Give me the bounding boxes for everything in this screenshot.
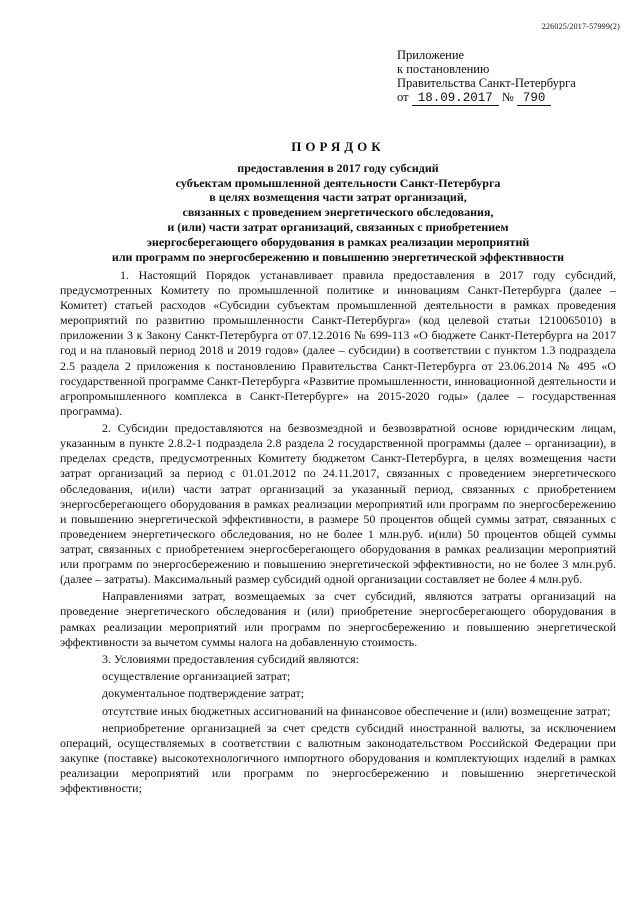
number-prefix: № <box>501 90 514 104</box>
document-body <box>60 268 616 799</box>
paragraph-4: 3. Условиями предоставления субсидий являются: <box>102 651 359 666</box>
date-prefix: от <box>397 90 409 104</box>
paragraph-6: документальное подтверждение затрат; <box>102 686 305 701</box>
title-line-7: или программ по энергосбережению и повышению энергетической эффективности <box>111 249 565 264</box>
resolution-number: 790 <box>517 92 552 106</box>
paragraph-3: Направлениями затрат, возмещаемых за счет субсидий, являются затраты организаций на проведение энергетического обследования и (или) приобретение энергосберегающего оборудования в рамках реализации мероприятий или программ по энергосбережению и повышению энергетической эффективности за вычетом суммы налога на добавленную стоимость. <box>60 589 616 649</box>
appendix-date-line <box>397 90 576 106</box>
paragraph-5: осуществление организацией затрат; <box>102 669 291 684</box>
appendix-block <box>397 48 576 106</box>
title-main: ПОРЯДОК <box>291 139 385 154</box>
appendix-line-2: к постановлению <box>397 62 490 76</box>
title-line-1: предоставления в 2017 году субсидий <box>237 160 439 175</box>
title-line-2: субъектам промышленной деятельности Санкт-Петербурга <box>175 175 501 190</box>
appendix-line-3: Правительства Санкт-Петербурга <box>397 76 576 90</box>
title-line-6: энергосберегающего оборудования в рамках реализации мероприятий <box>146 234 530 249</box>
title-line-4: связанных с проведением энергетического обследования, <box>182 205 494 220</box>
title-line-3: в целях возмещения части затрат организаций, <box>209 190 467 205</box>
title-line-5: и (или) части затрат организаций, связанных с приобретением <box>167 219 509 234</box>
document-id: 226025/2017-57999(2) <box>541 22 620 31</box>
document-title <box>60 140 616 264</box>
paragraph-8: неприобретение организацией за счет средств субсидий иностранной валюты, за исключением операций, осуществляемых в соответствии с валютным законодательством Российской Федерации при закупке (поставке) высокотехнологичного импортного оборудования и комплектующих изделий в рамках реализации мероприятий или программ по энергосбережению и повышению энергетической эффективности; <box>60 721 616 796</box>
resolution-date: 18.09.2017 <box>412 92 499 106</box>
paragraph-7: отсутствие иных бюджетных ассигнований на финансовое обеспечение и (или) возмещение затрат; <box>102 703 611 718</box>
appendix-line-1: Приложение <box>397 48 465 62</box>
paragraph-1: 1. Настоящий Порядок устанавливает правила предоставления в 2017 году субсидий, предусмотренных Комитету по промышленной политике и инновациям Санкт-Петербурга (далее – Комитет) статьей расходов «Субсидии субъектам промышленной деятельности в рамках проведения мероприятий по развитию промышленности Санкт-Петербурга» (код целевой статьи 1210065010) в приложении 3 к Закону Санкт-Петербурга от 07.12.2016 № 699-113 «О бюджете Санкт-Петербурга на 2017 год и на плановый период 2018 и 2019 годов» (далее – субсидии) в соответствии с пунктом 1.3 подраздела 2.5 раздела 2 приложения к постановлению Правительства Санкт-Петербурга от 23.06.2014 № 495 «О государственной программе Санкт-Петербурга «Развитие промышленности, инновационной деятельности и агропромышленного комплекса в Санкт-Петербурге» на 2015-2020 годы» (далее – государственная программа). <box>60 268 616 418</box>
paragraph-2: 2. Субсидии предоставляются на безвозмездной и безвозвратной основе юридическим лицам, указанным в пункте 2.8.2-1 подраздела 2.8 раздела 2 государственной программы (далее – организации), в пределах средств, предусмотренных Комитету бюджетом Санкт-Петербурга, в целях возмещения части затрат организаций за период с 01.01.2012 по 24.11.2017, связанных с проведением энергетического обследования, и(или) части затрат организаций за указанный период, связанных с приобретением энергосберегающего оборудования в рамках реализации мероприятий или программ по энергосбережению и повышению энергетической эффективности, в размере 50 процентов общей суммы затрат, связанных с проведением энергетического обследования, но не более 1 млн.руб. и(или) 50 процентов общей суммы затрат, связанных с приобретением энергосберегающего оборудования в рамках реализации мероприятий или программ по энергосбережению и повышению энергетической эффективности, но не более 3 млн.руб. (далее – затраты). Максимальный размер субсидий одной организации составляет не более 4 млн.руб. <box>60 421 616 587</box>
